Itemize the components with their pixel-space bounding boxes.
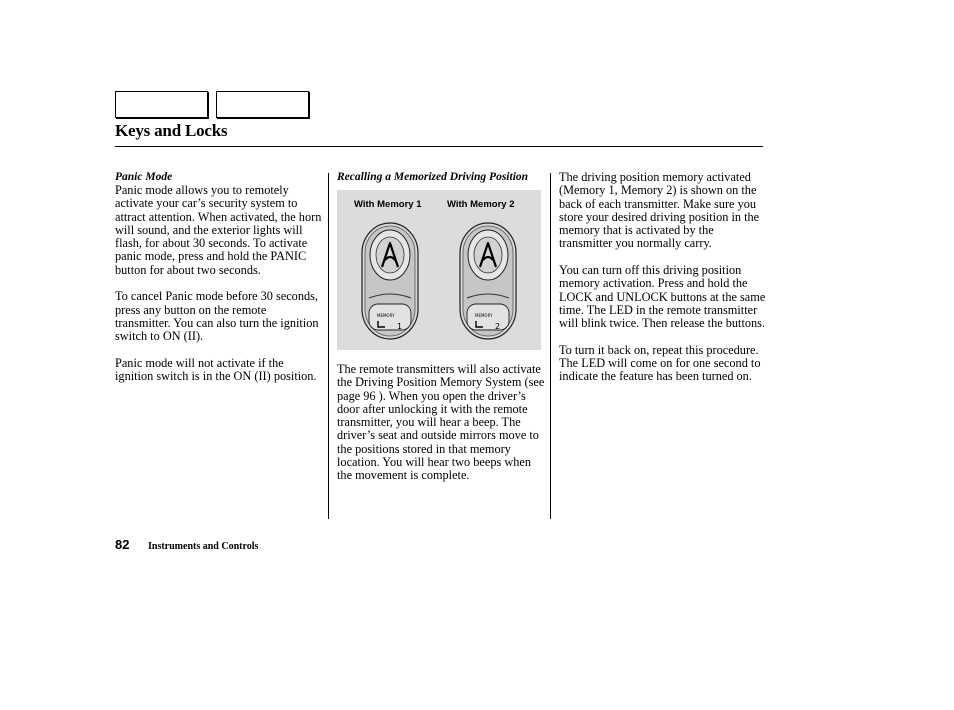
figure-caption-memory-2: With Memory 2 xyxy=(447,199,515,210)
nav-tab-1[interactable] xyxy=(115,91,208,118)
memory-activation-paragraph-1: The driving position memory activated (Memory 1, Memory 2) is shown on the back of each transmitter. Make sure you store your desired driving position in the memory that is activated by the transmitter you normally carry. xyxy=(559,170,760,251)
title-rule xyxy=(115,146,763,147)
column-left xyxy=(115,171,325,397)
page-title: Keys and Locks xyxy=(115,121,228,140)
memory-activation-paragraph-2: You can turn off this driving position memory activation. Press and hold the LOCK and UNLOCK buttons at the same time. The LED in the remote transmitter will blink twice. Then release the buttons. xyxy=(559,263,766,331)
panic-mode-heading: Panic Mode xyxy=(115,171,173,183)
panic-mode-paragraph-1: Panic mode allows you to remotely activate your car’s security system to attract attention. When activated, the horn will sound, and the exterior lights will flash, for about 30 seconds. To activate panic mode, press and hold the PANIC button for about two seconds. xyxy=(115,183,322,277)
panic-mode-paragraph-2: To cancel Panic mode before 30 seconds, press any button on the remote transmitter. You can also turn the ignition switch to ON (II). xyxy=(115,289,319,344)
memorized-position-heading: Recalling a Memorized Driving Position xyxy=(337,171,529,183)
fob-2-memory-label: MEMORY xyxy=(475,313,493,318)
column-divider-1 xyxy=(328,173,329,519)
column-middle xyxy=(337,171,547,496)
remote-transmitter-1-icon xyxy=(361,222,419,340)
column-right xyxy=(559,171,767,397)
nav-tab-2[interactable] xyxy=(216,91,309,118)
fob-1-memory-label: MEMORY xyxy=(377,313,395,318)
memorized-position-paragraph-1: The remote transmitters will also activate the Driving Position Memory System (see page 96 ). When you open the driver’s door after unlocking it with the remote transmitter, you will hear a beep. The driver’s seat and outside mirrors move to the positions stored in that memory location. You will hear two beeps when the movement is complete. xyxy=(337,362,545,483)
fob-1-number: 1 xyxy=(397,322,403,331)
fob-2-number: 2 xyxy=(495,322,501,331)
footer-section-label: Instruments and Controls xyxy=(148,541,259,552)
remote-transmitter-2-icon xyxy=(459,222,517,340)
memory-activation-paragraph-3: To turn it back on, repeat this procedure. The LED will come on for one second to indicate the feature has been turned on. xyxy=(559,342,761,384)
panic-mode-paragraph-3: Panic mode will not activate if the ignition switch is in the ON (II) position. xyxy=(115,355,317,384)
page-number: 82 xyxy=(115,537,130,552)
transmitter-figure xyxy=(337,190,541,350)
figure-caption-memory-1: With Memory 1 xyxy=(354,199,422,210)
column-divider-2 xyxy=(550,173,551,519)
